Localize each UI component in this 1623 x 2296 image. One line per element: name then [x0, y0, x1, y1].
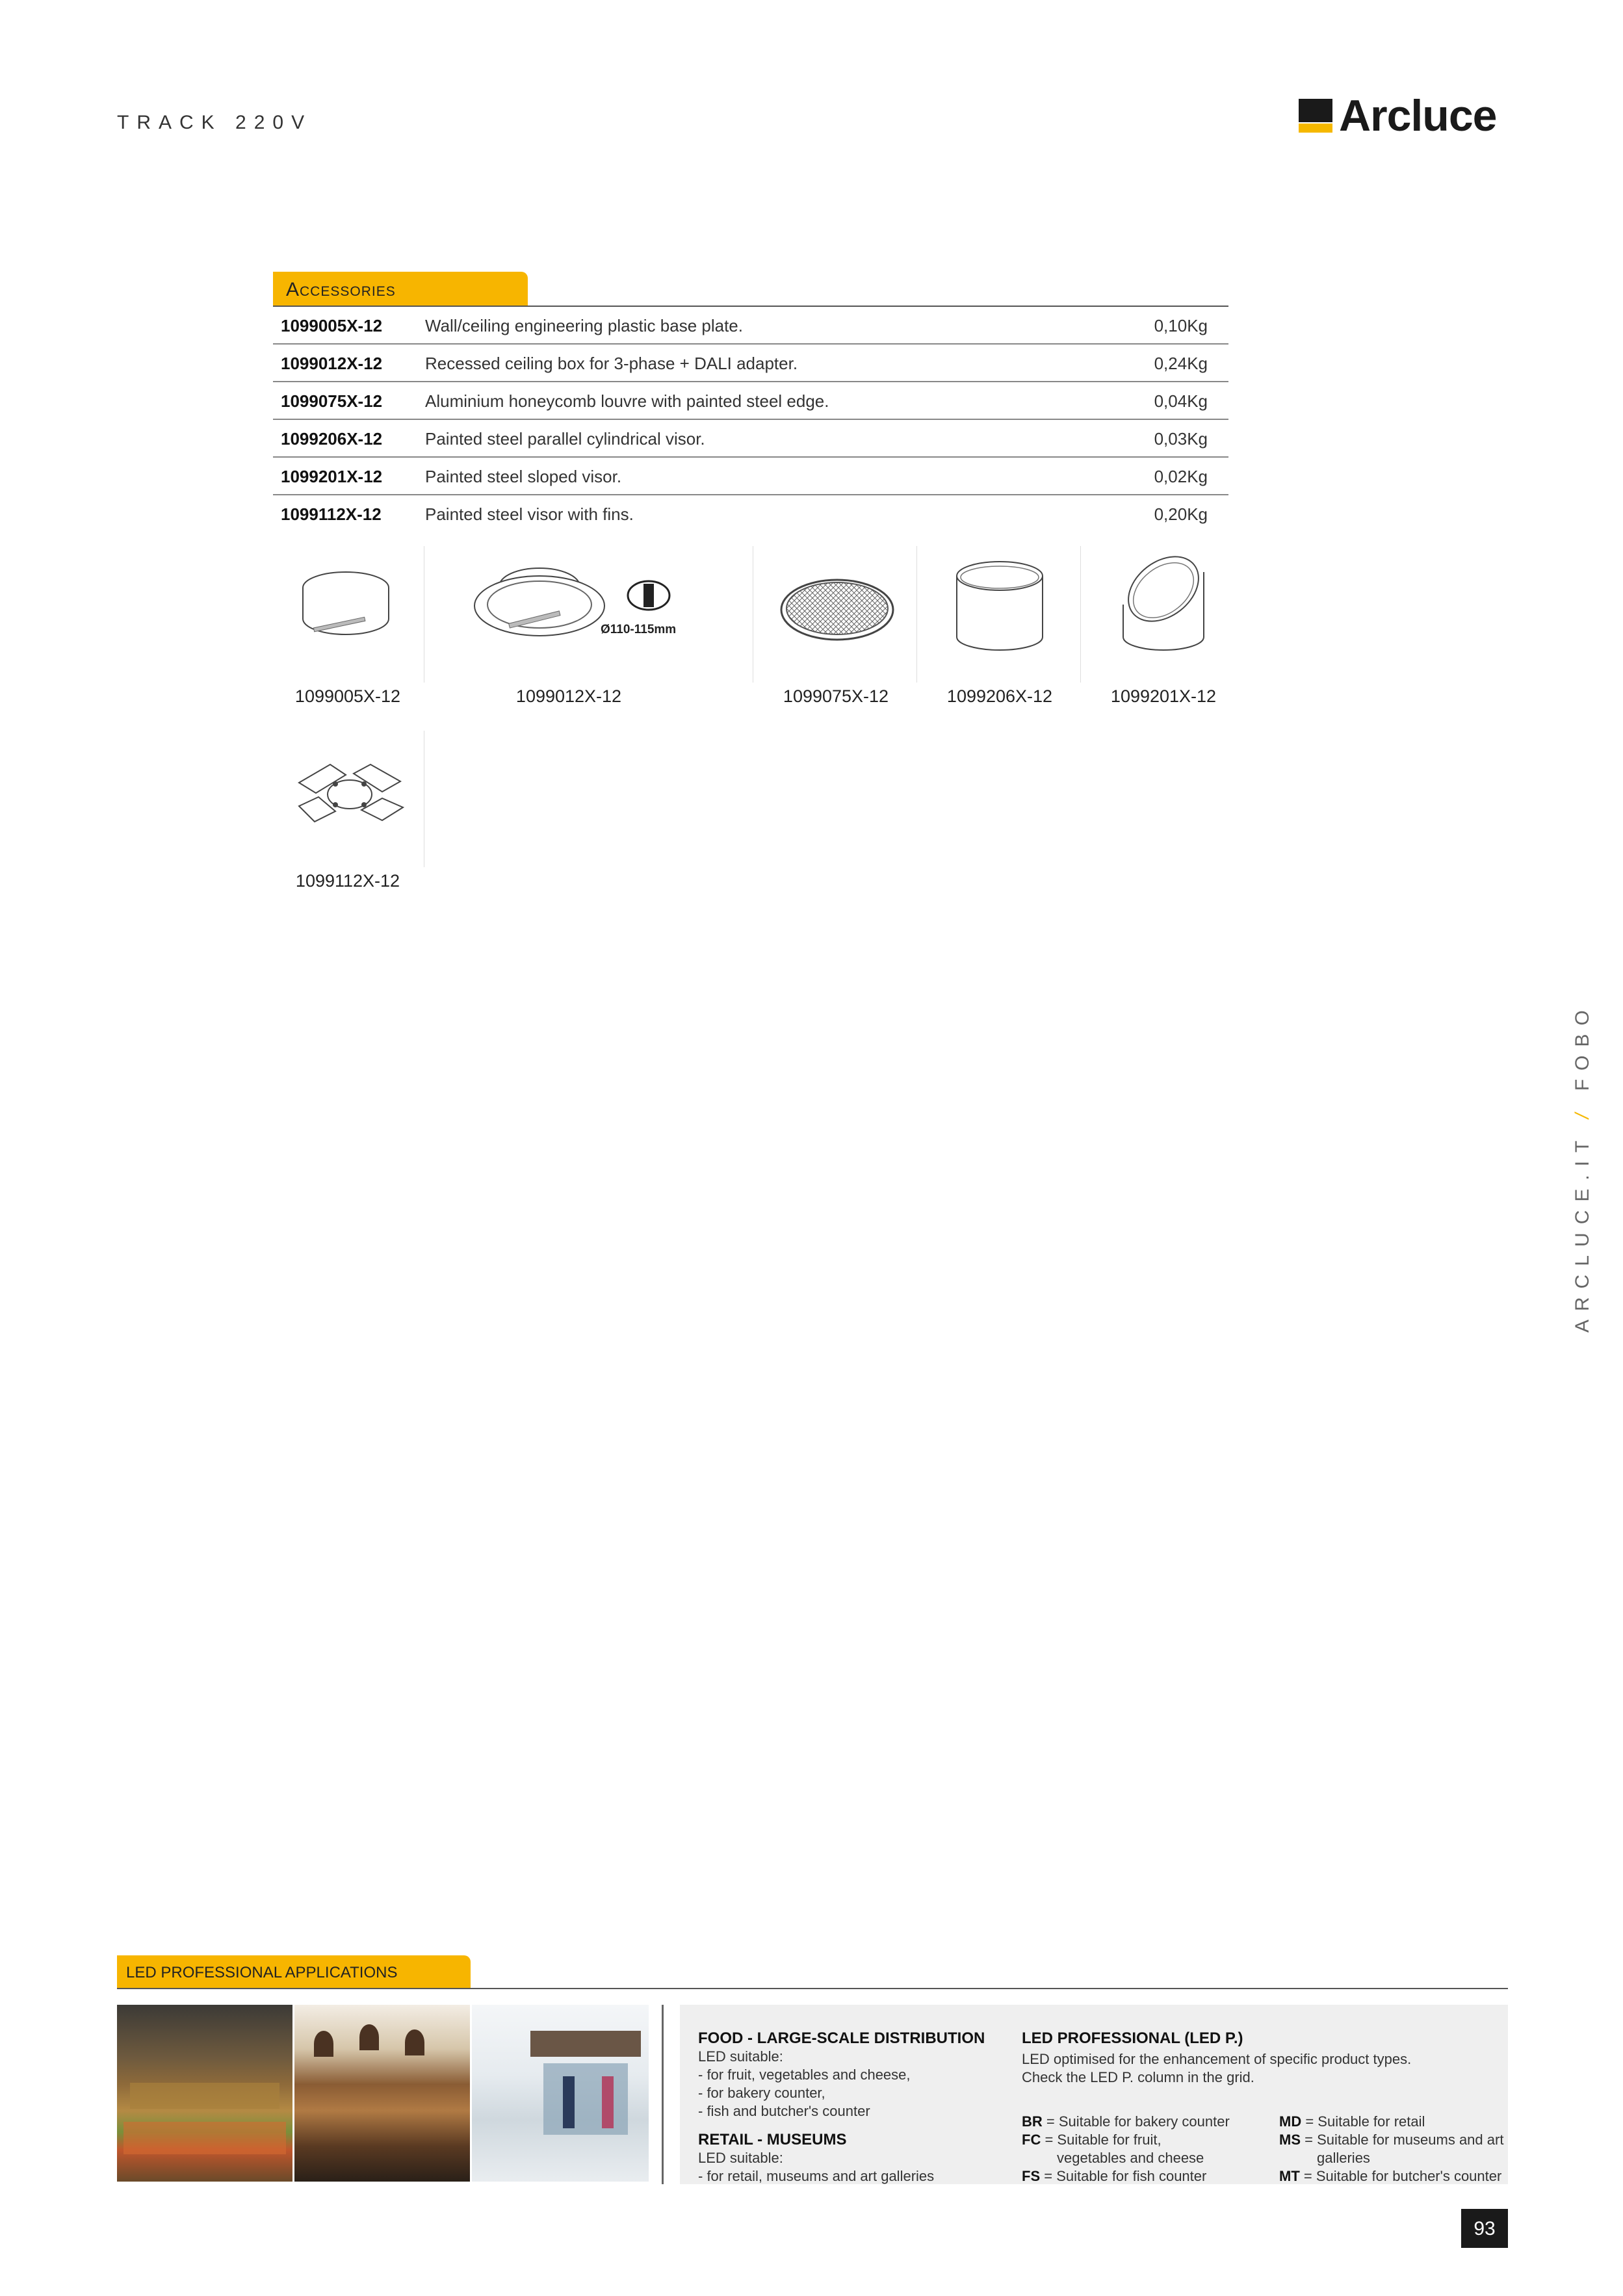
row-code: 1099005X-12	[281, 316, 383, 335]
sloped-visor-icon	[1085, 546, 1241, 676]
dimension-note: Ø110-115mm	[601, 623, 677, 636]
retail-line: - for retail, museums and art galleries	[698, 2168, 935, 2184]
led-pro-title: LED PROFESSIONAL (LED P.)	[1022, 2029, 1243, 2047]
legend-item: MS = Suitable for museums and art	[1279, 2132, 1504, 2148]
food-line: - fish and butcher's counter	[698, 2103, 870, 2119]
section-title: TRACK 220V	[117, 112, 313, 133]
row-weight: 0,20Kg	[1154, 504, 1208, 524]
bakery-photo	[294, 2005, 470, 2182]
product-caption: 1099012X-12	[515, 686, 622, 706]
led-pro-line: Check the LED P. column in the grid.	[1022, 2069, 1254, 2085]
row-description: Aluminium honeycomb louvre with painted steel edge.	[425, 391, 829, 411]
supermarket-photo	[117, 2005, 292, 2182]
legend-item: MT = Suitable for butcher's counter	[1279, 2168, 1502, 2184]
retail-info	[698, 2131, 1004, 2185]
product-1099012	[429, 546, 747, 715]
vertical-divider	[662, 2005, 664, 2184]
product-caption: 1099075X-12	[783, 686, 889, 706]
cylindrical-visor-icon	[922, 546, 1078, 676]
side-website-label	[1572, 1002, 1594, 1333]
row-code: 1099112X-12	[281, 504, 382, 524]
section-divider	[117, 1988, 1508, 1989]
divider	[916, 546, 917, 683]
table-row	[273, 458, 1228, 495]
food-info	[698, 2029, 1004, 2120]
accessories-heading: Accessories	[273, 272, 528, 306]
base-plate-icon	[273, 546, 422, 676]
legend-left	[1022, 2113, 1282, 2185]
legend-right	[1279, 2113, 1507, 2185]
product-caption: 1099206X-12	[946, 686, 1053, 706]
product-1099075	[758, 546, 914, 715]
row-weight: 0,04Kg	[1154, 391, 1208, 411]
legend-item: BR = Suitable for bakery counter	[1022, 2113, 1230, 2130]
food-title: FOOD - LARGE-SCALE DISTRIBUTION	[698, 2029, 985, 2047]
product-caption: 1099112X-12	[295, 871, 400, 891]
table-row	[273, 307, 1228, 345]
brand-logo	[1299, 90, 1496, 142]
row-weight: 0,03Kg	[1154, 429, 1208, 449]
row-code: 1099012X-12	[281, 354, 383, 373]
row-weight: 0,02Kg	[1154, 467, 1208, 486]
row-code: 1099075X-12	[281, 391, 383, 411]
website-text: ARCLUCE.IT	[1572, 1132, 1593, 1333]
brand-name: Arcluce	[1339, 91, 1497, 140]
accessories-table	[273, 306, 1228, 532]
table-row	[273, 495, 1228, 532]
row-code: 1099201X-12	[281, 467, 383, 486]
divider	[1080, 546, 1081, 683]
row-weight: 0,24Kg	[1154, 354, 1208, 373]
legend-item: MD = Suitable for retail	[1279, 2113, 1425, 2130]
table-row	[273, 382, 1228, 420]
food-line: - for bakery counter,	[698, 2085, 825, 2101]
legend-item: FS = Suitable for fish counter	[1022, 2168, 1207, 2184]
retail-line: LED suitable:	[698, 2150, 783, 2166]
row-code: 1099206X-12	[281, 429, 383, 449]
honeycomb-louvre-icon	[758, 546, 914, 676]
table-row	[273, 420, 1228, 458]
led-pro-line: LED optimised for the enhancement of specific product types.	[1022, 2051, 1412, 2067]
fins-visor-icon	[273, 731, 422, 861]
legend-item-cont: vegetables and cheese	[1057, 2150, 1204, 2166]
row-weight: 0,10Kg	[1154, 316, 1208, 335]
food-line: LED suitable:	[698, 2048, 783, 2065]
retail-title: RETAIL - MUSEUMS	[698, 2131, 847, 2148]
food-line: - for fruit, vegetables and cheese,	[698, 2067, 911, 2083]
row-description: Painted steel visor with fins.	[425, 504, 634, 524]
led-pro-info	[1022, 2029, 1496, 2087]
family-text: FOBO	[1572, 1002, 1593, 1091]
product-1099201	[1085, 546, 1241, 715]
product-1099112	[273, 731, 422, 900]
product-1099206	[922, 546, 1078, 715]
product-1099005	[273, 546, 422, 715]
row-description: Painted steel sloped visor.	[425, 467, 622, 486]
legend-item: FC = Suitable for fruit,	[1022, 2132, 1162, 2148]
retail-store-photo	[472, 2005, 649, 2182]
logo-mark-icon	[1299, 99, 1332, 133]
row-description: Wall/ceiling engineering plastic base plate.	[425, 316, 743, 335]
row-description: Recessed ceiling box for 3-phase + DALI adapter.	[425, 354, 798, 373]
product-caption: 1099005X-12	[294, 686, 401, 706]
legend-item-cont: galleries	[1317, 2150, 1370, 2166]
row-description: Painted steel parallel cylindrical visor.	[425, 429, 705, 449]
ceiling-box-icon	[429, 546, 747, 676]
table-row	[273, 345, 1228, 382]
separator-slash: /	[1572, 1104, 1593, 1119]
product-caption: 1099201X-12	[1110, 686, 1217, 706]
led-section-heading: LED PROFESSIONAL APPLICATIONS	[117, 1955, 471, 1988]
page-number: 93	[1461, 2209, 1508, 2248]
